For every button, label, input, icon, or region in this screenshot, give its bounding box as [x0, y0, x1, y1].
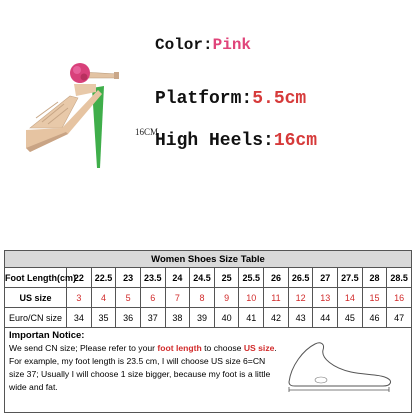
table-cell: 3 — [67, 288, 92, 308]
table-cell: 25.5 — [239, 268, 264, 288]
table-cell: 36 — [116, 308, 141, 328]
table-cell: 5 — [116, 288, 141, 308]
table-cell: 4 — [91, 288, 116, 308]
platform-value: 5.5cm — [252, 89, 307, 109]
table-cell: 14 — [338, 288, 363, 308]
table-cell: 6 — [140, 288, 165, 308]
heel-spec — [155, 131, 317, 151]
table-row — [5, 308, 412, 328]
notice-highlight-foot-length: foot length — [157, 343, 202, 353]
table-cell: 44 — [313, 308, 338, 328]
table-cell: 16 — [387, 288, 412, 308]
table-cell: 24.5 — [190, 268, 215, 288]
table-cell: 37 — [140, 308, 165, 328]
table-cell: 12 — [288, 288, 313, 308]
strap-buckle — [114, 72, 119, 79]
table-cell: 7 — [165, 288, 190, 308]
size-table — [4, 250, 412, 413]
table-row — [5, 288, 412, 308]
table-cell: 40 — [214, 308, 239, 328]
shoe-image — [0, 0, 150, 200]
notice-text-part: to choose — [201, 343, 244, 353]
color-value: Pink — [212, 36, 252, 54]
table-cell: 34 — [67, 308, 92, 328]
table-cell: 39 — [190, 308, 215, 328]
notice-cell — [5, 328, 412, 413]
heel-label: High Heels: — [155, 131, 274, 151]
notice-text — [9, 342, 279, 394]
table-cell: 45 — [338, 308, 363, 328]
flower — [70, 63, 90, 83]
table-cell: 27.5 — [338, 268, 363, 288]
size-table-title: Women Shoes Size Table — [5, 251, 412, 268]
row-label-foot-length: Foot Length(cm) — [5, 268, 67, 288]
table-cell: 8 — [190, 288, 215, 308]
table-cell: 35 — [91, 308, 116, 328]
table-cell: 27 — [313, 268, 338, 288]
table-cell: 11 — [264, 288, 289, 308]
table-cell: 46 — [362, 308, 387, 328]
foot-measurement-icon — [281, 336, 399, 392]
table-cell: 28.5 — [387, 268, 412, 288]
table-cell: 28 — [362, 268, 387, 288]
table-cell: 26.5 — [288, 268, 313, 288]
row-label-us-size: US size — [5, 288, 67, 308]
table-cell: 23.5 — [140, 268, 165, 288]
color-label: Color: — [155, 36, 213, 54]
heel-value: 16cm — [273, 131, 318, 151]
table-cell: 42 — [264, 308, 289, 328]
table-cell: 38 — [165, 308, 190, 328]
table-cell: 26 — [264, 268, 289, 288]
notice-text-part: . For example, my foot length is 23.5 cm, I will choose US size 6=CN size 37; Usually I will choose 1 size bigger, because my foot is a little wide and fat. — [9, 343, 277, 392]
row-label-euro-size: Euro/CN size — [5, 308, 67, 328]
table-cell: 9 — [214, 288, 239, 308]
heel-dimension-label: 16CM — [135, 127, 159, 137]
table-cell: 22.5 — [91, 268, 116, 288]
platform-label: Platform: — [155, 89, 253, 109]
table-cell: 10 — [239, 288, 264, 308]
table-cell: 47 — [387, 308, 412, 328]
table-cell: 23 — [116, 268, 141, 288]
table-cell: 25 — [214, 268, 239, 288]
table-row — [5, 268, 412, 288]
notice-title: Importan Notice: — [9, 330, 85, 341]
table-cell: 43 — [288, 308, 313, 328]
table-cell: 13 — [313, 288, 338, 308]
notice-text-part: We send CN size; Please refer to your — [9, 343, 158, 353]
table-cell: 24 — [165, 268, 190, 288]
table-cell: 41 — [239, 308, 264, 328]
notice-highlight-us-size: US size — [243, 343, 275, 353]
table-cell: 22 — [67, 268, 92, 288]
table-cell: 15 — [362, 288, 387, 308]
color-spec — [155, 36, 251, 54]
platform-spec — [155, 89, 306, 109]
